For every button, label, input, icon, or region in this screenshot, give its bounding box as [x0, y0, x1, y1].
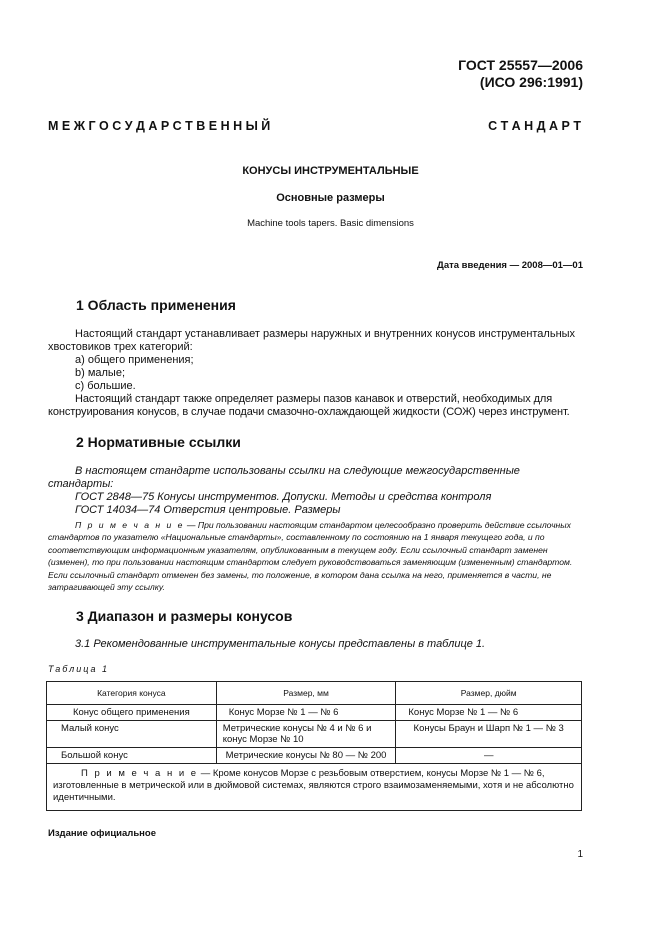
english-title: Machine tools tapers. Basic dimensions [247, 218, 414, 229]
section1-list [48, 354, 608, 394]
introduction-date: Дата введения — 2008—01—01 [437, 260, 583, 271]
list-item: а) общего применения; [75, 354, 194, 366]
section3-paragraph1: 3.1 Рекомендованные инструментальные конусы представлены в таблице 1. [75, 638, 486, 650]
table-cell: Большой конус [47, 748, 217, 764]
section2-paragraph1: В настоящем стандарте использованы ссылки на следующие межгосударственные стандарты: [48, 465, 520, 491]
note-label: П р и м е ч а н и е [75, 520, 185, 530]
section1-paragraph2: Настоящий стандарт также определяет размеры пазов канавок и отверстий, необходимых для конструирования конусов, в случае подачи смазочно-охлаждающей жидкости (СОЖ) через инструмент. [48, 393, 570, 419]
gost-designation [458, 57, 583, 91]
section2-heading: 2 Нормативные ссылки [76, 434, 241, 450]
list-item: b) малые; [75, 367, 126, 380]
column-header: Категория конуса [47, 682, 217, 705]
document-title: КОНУСЫ ИНСТРУМЕНТАЛЬНЫЕ [242, 165, 419, 177]
table-row [47, 705, 582, 721]
reference-gost-2848: ГОСТ 2848—75 Конусы инструментов. Допуски. Методы и средства контроля [75, 491, 492, 503]
table-cell: Метрические конусы № 4 и № 6 и конус Морзе № 10 [216, 721, 396, 748]
table-header-row [47, 682, 582, 705]
list-item: с) большие. [75, 380, 136, 393]
section2-note [48, 519, 581, 593]
section1-paragraph1: Настоящий стандарт устанавливает размеры наружных и внутренних конусов инструментальных хвостовиков трех категорий: [48, 328, 576, 354]
taper-table [46, 681, 582, 811]
table-note-text: — Кроме конусов Морзе с резьбовым отверстием, конусы Морзе № 1 — № 6, изготовленные в метрической или в дюймовой системах, являются строго взаимозаменяемыми, хотя и не абсолютно идентичными. [53, 768, 574, 803]
column-header: Размер, дюйм [396, 682, 582, 705]
table-cell: Конусы Браун и Шарп № 1 — № 3 [396, 721, 582, 748]
table-cell: Конус общего применения [47, 705, 217, 721]
table-cell: Конус Морзе № 1 — № 6 [216, 705, 396, 721]
page-number: 1 [577, 849, 583, 860]
column-header: Размер, мм [216, 682, 396, 705]
table-row [47, 721, 582, 748]
table-cell: — [396, 748, 582, 764]
reference-gost-14034: ГОСТ 14034—74 Отверстия центровые. Размеры [75, 504, 341, 516]
document-subtitle: Основные размеры [276, 192, 385, 204]
table-caption: Таблица 1 [48, 664, 110, 674]
table-note [47, 764, 582, 811]
table-cell: Конус Морзе № 1 — № 6 [396, 705, 582, 721]
gost-number: ГОСТ 25557—2006 [458, 57, 583, 73]
official-edition-label: Издание официальное [48, 828, 156, 839]
interstate-standard-banner [48, 119, 581, 133]
banner-word-standard: С Т А Н Д А Р Т [488, 119, 581, 133]
banner-word-interstate: М Е Ж Г О С У Д А Р С Т В Е Н Н Ы Й [48, 119, 271, 133]
iso-number: (ИСО 296:1991) [479, 74, 583, 90]
table-note-label: П р и м е ч а н и е [81, 768, 199, 779]
note-text: — При пользовании настоящим стандартом целесообразно проверить действие ссылочных стандартов по указателю «Национальные стандарты», составленному по состоянию на 1 января текущего года, и по соответствующим информационным указателям, опубликованным в текущем году. Если ссылочный стандарт заменен (изменен), то при пользовании настоящим стандартом следует руководствоваться заменяющим (измененным) стандартом. Если ссылочный стандарт отменен без замены, то положение, в котором дана ссылка на него, применяется в части, не затрагивающей эту ссылку. [48, 520, 573, 593]
table-cell: Малый конус [47, 721, 217, 748]
section1-heading: 1 Область применения [76, 297, 236, 313]
section3-heading: 3 Диапазон и размеры конусов [76, 608, 293, 624]
table-row [47, 748, 582, 764]
table-cell: Метрические конусы № 80 — № 200 [216, 748, 396, 764]
table-note-row [47, 764, 582, 811]
